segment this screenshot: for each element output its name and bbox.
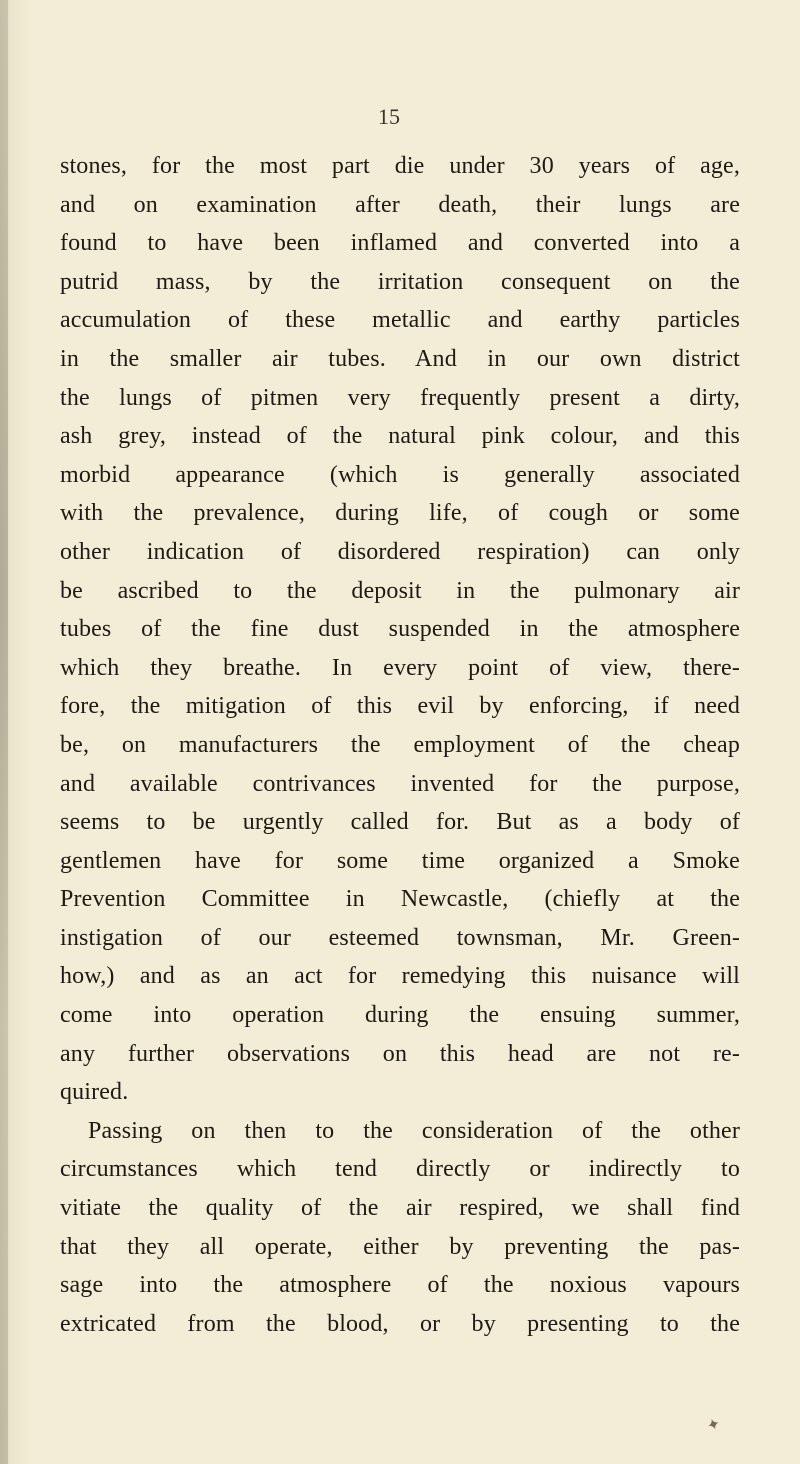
text-line: morbid appearance (which is generally associated [60, 461, 740, 488]
text-line: with the prevalence, during life, of cough or some [60, 500, 740, 527]
text-line: other indication of disordered respiration) can only [60, 538, 740, 565]
text-line: and on examination after death, their lungs are [60, 191, 740, 218]
text-line: stones, for the most part die under 30 years of age, [60, 153, 740, 179]
page-gutter-shadow [0, 0, 8, 1464]
page-number: 15 [378, 104, 400, 129]
text-line: extricated from the blood, or by presenting to the [60, 1310, 740, 1337]
text-line: sage into the atmosphere of the noxious vapours [60, 1272, 740, 1299]
text-line-paragraph-start: Passing on then to the consideration of the other [88, 1117, 740, 1144]
text-line: that they all operate, either by preventing the pas- [60, 1233, 740, 1260]
text-line: ash grey, instead of the natural pink colour, and this [60, 423, 740, 450]
text-line: in the smaller air tubes. And in our own district [60, 345, 740, 372]
text-line: putrid mass, by the irritation consequent on the [60, 268, 740, 295]
text-line: accumulation of these metallic and earthy particles [60, 307, 740, 334]
text-line: vitiate the quality of the air respired, we shall find [60, 1195, 740, 1222]
text-line: how,) and as an act for remedying this nuisance will [60, 963, 740, 990]
text-line: circumstances which tend directly or indirectly to [60, 1156, 740, 1183]
text-line: which they breathe. In every point of view, there- [60, 654, 740, 681]
text-line: and available contrivances invented for the purpose, [60, 770, 740, 797]
text-line: instigation of our esteemed townsman, Mr. Green- [60, 924, 740, 951]
text-line: fore, the mitigation of this evil by enforcing, if need [60, 693, 740, 720]
text-line: gentlemen have for some time organized a Smoke [60, 847, 740, 874]
text-line-paragraph-end: quired. [60, 1079, 129, 1106]
text-line: Prevention Committee in Newcastle, (chiefly at the [60, 886, 740, 913]
text-line: any further observations on this head are not re- [60, 1040, 740, 1067]
text-line: seems to be urgently called for. But as a body of [60, 809, 740, 836]
text-line: be, on manufacturers the employment of the cheap [60, 731, 740, 758]
text-line: be ascribed to the deposit in the pulmonary air [60, 577, 740, 604]
text-line: tubes of the fine dust suspended in the atmosphere [60, 616, 740, 643]
body-text [60, 147, 740, 1343]
text-line: the lungs of pitmen very frequently present a dirty, [60, 384, 740, 411]
corner-ink-mark: ✦ [704, 1415, 724, 1436]
text-line: come into operation during the ensuing summer, [60, 1002, 740, 1029]
text-line: found to have been inflamed and converted into a [60, 230, 740, 257]
